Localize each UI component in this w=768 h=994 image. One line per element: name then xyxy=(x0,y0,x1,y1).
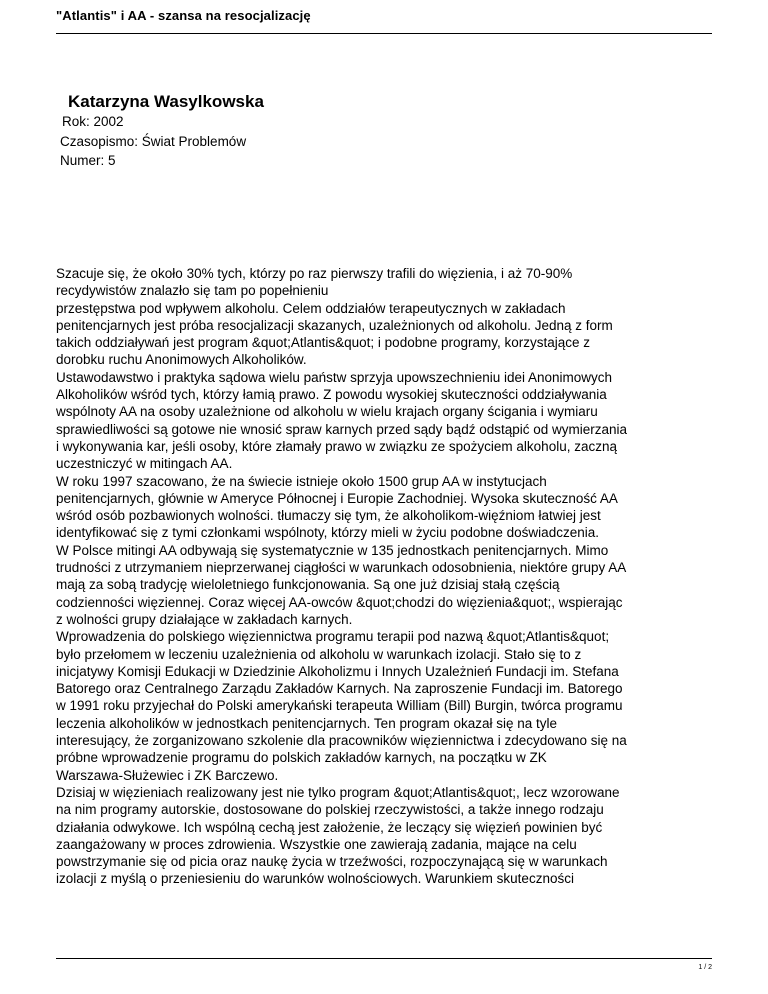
paragraph: Ustawodawstwo i praktyka sądowa wielu państw sprzyja upowszechnieniu idei Anonimowych Alkoholików wśród tych, którzy łamią prawo. Z powodu wysokiej skuteczności oddziaływania wspólnoty AA na osoby uzależnione od alkoholu w wielu krajach organy ścigania i wymiaru sprawiedliwości są gotowe nie wnosić spraw karnych przed sądy bądź odstąpić od wymierzania i wykonywania kar, jeśli osoby, które złamały prawo w związku ze spożyciem alkoholu, zaczną uczestniczyć w mitingach AA. xyxy=(56,369,628,472)
article-body xyxy=(56,265,716,888)
paragraph: Wprowadzenia do polskiego więziennictwa programu terapii pod nazwą &quot;Atlantis&quot; było przełomem w leczeniu uzależnienia od alkoholu w warunkach izolacji. Stało się to z inicjatywy Komisji Edukacji w Dziedzinie Alkoholizmu i Innych Uzależnień Fundacji im. Stefana Batorego oraz Centralnego Zarządu Zakładów Karnych. Na zaproszenie Fundacji im. Batorego w 1991 roku przyjechał do Polski amerykański terapeuta William (Bill) Burgin, twórca programu leczenia alkoholików w jednostkach penitencjarnych. Ten program okazał się na tyle interesujący, że zorganizowano szkolenie dla pracowników więziennictwa i zdecydowano się na próbne wprowadzenie programu do polskich zakładów karnych, na początku w ZK Warszawa-Służewiec i ZK Barczewo. xyxy=(56,629,627,783)
paragraph: Dzisiaj w więzieniach realizowany jest nie tylko program &quot;Atlantis&quot;, lecz wzorowane na nim programy autorskie, dostosowane do polskiej rzeczywistości, a także innego rodzaju działania odwykowe. Ich wspólną cechą jest założenie, że leczący się więzień powinien być zaangażowany w proces zdrowienia. Wszystkie one zawierają zadania, mające na celu powstrzymanie się od picia oraz naukę życia w trzeźwości, rozpoczynającą się w warunkach izolacji z myślą o przeniesieniu do warunków wolnościowych. Warunkiem skuteczności xyxy=(56,784,620,887)
paragraph: W roku 1997 szacowano, że na świecie istnieje około 1500 grup AA w instytucjach penitencjarnych, głównie w Ameryce Północnej i Europie Zachodniej. Wysoka skuteczność AA wśród osób pozbawionych wolności. tłumaczy się tym, że alkoholikom-więźniom łatwiej jest identyfikować się z tymi członkami wspólnoty, którzy mieli w życiu podobne doświadczenia. xyxy=(56,473,618,541)
paragraph: W Polsce mitingi AA odbywają się systematycznie w 135 jednostkach penitencjarnych. Mimo trudności z utrzymaniem nieprzerwanej ciągłości w warunkach odosobnienia, niektóre grupy AA mają za sobą tradycję wieloletniego funkcjonowania. Są one już dzisiaj stałą częścią codzienności więziennej. Coraz więcej AA-owców &quot;chodzi do więzienia&quot;, wspierając z wolności grupy działające w zakładach karnych. xyxy=(56,542,627,627)
article-year: Rok: 2002 xyxy=(62,114,124,129)
article-journal: Czasopismo: Świat Problemów xyxy=(60,134,247,149)
footer-divider xyxy=(56,958,712,959)
article-issue: Numer: 5 xyxy=(60,153,116,168)
article-author: Katarzyna Wasylkowska xyxy=(68,92,264,111)
header-divider xyxy=(56,33,712,34)
page-number: 1 / 2 xyxy=(698,964,712,971)
page-header-title: "Atlantis" i AA - szansa na resocjalizację xyxy=(56,8,311,23)
paragraph: Szacuje się, że około 30% tych, którzy po raz pierwszy trafili do więzienia, i aż 70-90% recydywistów znalazło się tam po popełnieniu przestępstwa pod wpływem alkoholu. Celem oddziałów terapeutycznych w zakładach penitencjarnych jest próba resocjalizacji skazanych, uzależnionych od alkoholu. Jedną z form takich oddziaływań jest program &quot;Atlantis&quot; i podobne programy, korzystające z dorobku ruchu Anonimowych Alkoholików. xyxy=(56,266,613,368)
